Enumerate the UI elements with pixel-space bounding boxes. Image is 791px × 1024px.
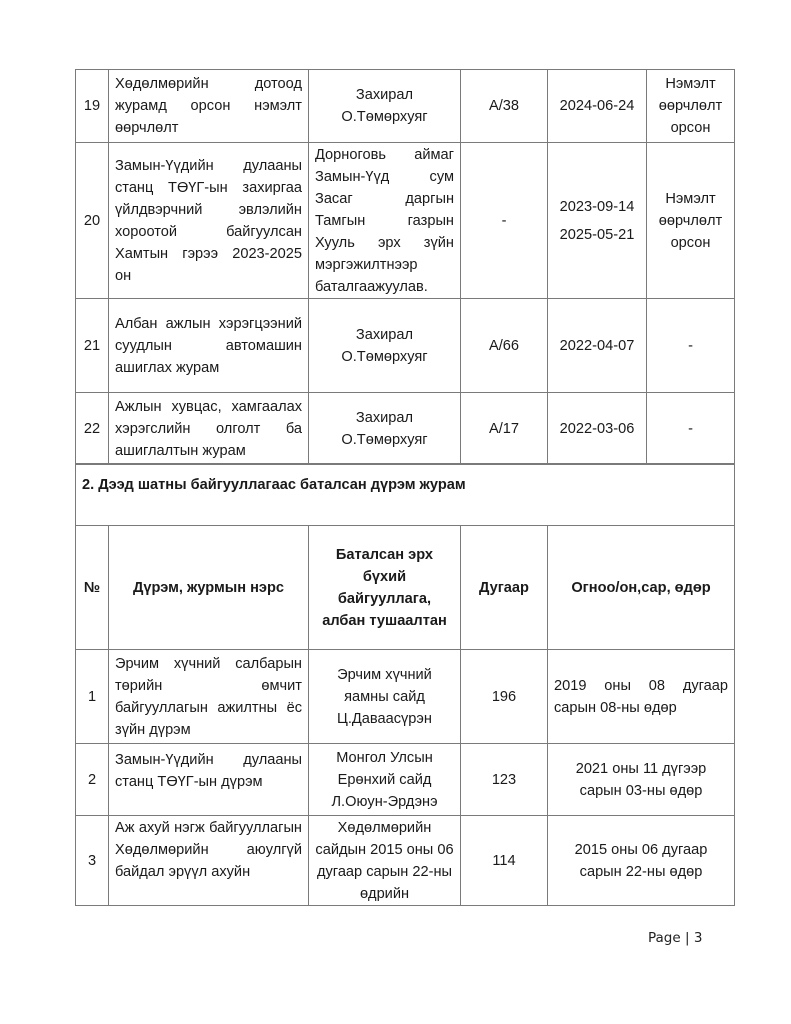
approver: Хөдөлмөрийн сайдын 2015 оны 06 дугаар сарын 22-ны өдрийн [309,816,461,906]
header-name: Дүрэм, журмын нэрс [109,526,309,650]
table-row [76,143,735,299]
note: - [647,393,735,465]
order-number: 114 [461,816,548,906]
order-number: А/66 [461,299,548,393]
row-number: 20 [76,143,109,299]
header-order-number: Дугаар [461,526,548,650]
table-header-row [76,526,735,650]
table-row [76,299,735,393]
note: - [647,299,735,393]
approver: Захирал О.Төмөрхуяг [309,393,461,465]
approver: Захирал О.Төмөрхуяг [309,70,461,143]
approval-date: 2022-04-07 [548,299,647,393]
approval-date: 2015 оны 06 дугаар сарын 22-ны өдөр [548,816,735,906]
regulation-name: Замын-Үүдийн дулааны станц ТӨҮГ-ын захиргаа үйлдвэрчний эвлэлийн хороотой байгуулсан Хамтын гэрээ 2023-2025 он [109,143,309,299]
approver: Эрчим хүчний яамны сайд Ц.Даваасүрэн [309,650,461,744]
row-number: 2 [76,744,109,816]
row-number: 19 [76,70,109,143]
order-number: 123 [461,744,548,816]
regulation-name: Замын-Үүдийн дулааны станц ТӨҮГ-ын дүрэм [109,744,309,816]
regulation-name: Хөдөлмөрийн дотоод журамд орсон нэмэлт өөрчлөлт [109,70,309,143]
regulation-name: Ажлын хувцас, хамгаалах хэрэгслийн олголт ба ашиглалтын журам [109,393,309,465]
row-number: 1 [76,650,109,744]
approver: Дорноговь аймаг Замын-Үүд сум Засаг даргын Тамгын газрын Хууль эрх зүйн мэргэжилтнээр баталгаажуулав. [309,143,461,299]
approval-date: 2021 оны 11 дүгээр сарын 03-ны өдөр [548,744,735,816]
page-number: Page | 3 [648,930,703,946]
amendment-date: 2025-05-21 [559,226,635,243]
order-number: - [461,143,548,299]
approver: Монгол Улсын Ерөнхий сайд Л.Оюун-Эрдэнэ [309,744,461,816]
table-row [76,70,735,143]
section-title: 2. Дээд шатны байгууллагаас баталсан дүрэм журам [76,464,735,526]
row-number: 21 [76,299,109,393]
approval-date: 2019 оны 08 дугаар сарын 08-ны өдөр [548,650,735,744]
regulation-name: Албан ажлын хэрэгцээний суудлын автомашин ашиглах журам [109,299,309,393]
header-number: № [76,526,109,650]
row-number: 3 [76,816,109,906]
approval-date: 2023-09-14 [559,198,635,215]
regulations-table-section-1 [75,69,735,465]
approver: Захирал О.Төмөрхуяг [309,299,461,393]
table-row [76,393,735,465]
table-row [76,816,735,906]
regulation-name: Эрчим хүчний салбарын төрийн өмчит байгууллагын ажилтны ёс зүйн дүрэм [109,650,309,744]
table-row [76,744,735,816]
order-number: 196 [461,650,548,744]
header-date: Огноо/он,сар, өдөр [548,526,735,650]
approval-dates [548,143,647,299]
header-approver: Баталсан эрх бүхий байгууллага, албан тушаалтан [309,526,461,650]
approval-date: 2024-06-24 [548,70,647,143]
order-number: А/38 [461,70,548,143]
approval-date: 2022-03-06 [548,393,647,465]
note: Нэмэлт өөрчлөлт орсон [647,70,735,143]
regulations-table-section-2 [75,463,735,906]
regulation-name: Аж ахуй нэгж байгууллагын Хөдөлмөрийн аюулгүй байдал эрүүл ахуйн [109,816,309,906]
note: Нэмэлт өөрчлөлт орсон [647,143,735,299]
section-title-row [76,464,735,526]
row-number: 22 [76,393,109,465]
table-row [76,650,735,744]
order-number: А/17 [461,393,548,465]
